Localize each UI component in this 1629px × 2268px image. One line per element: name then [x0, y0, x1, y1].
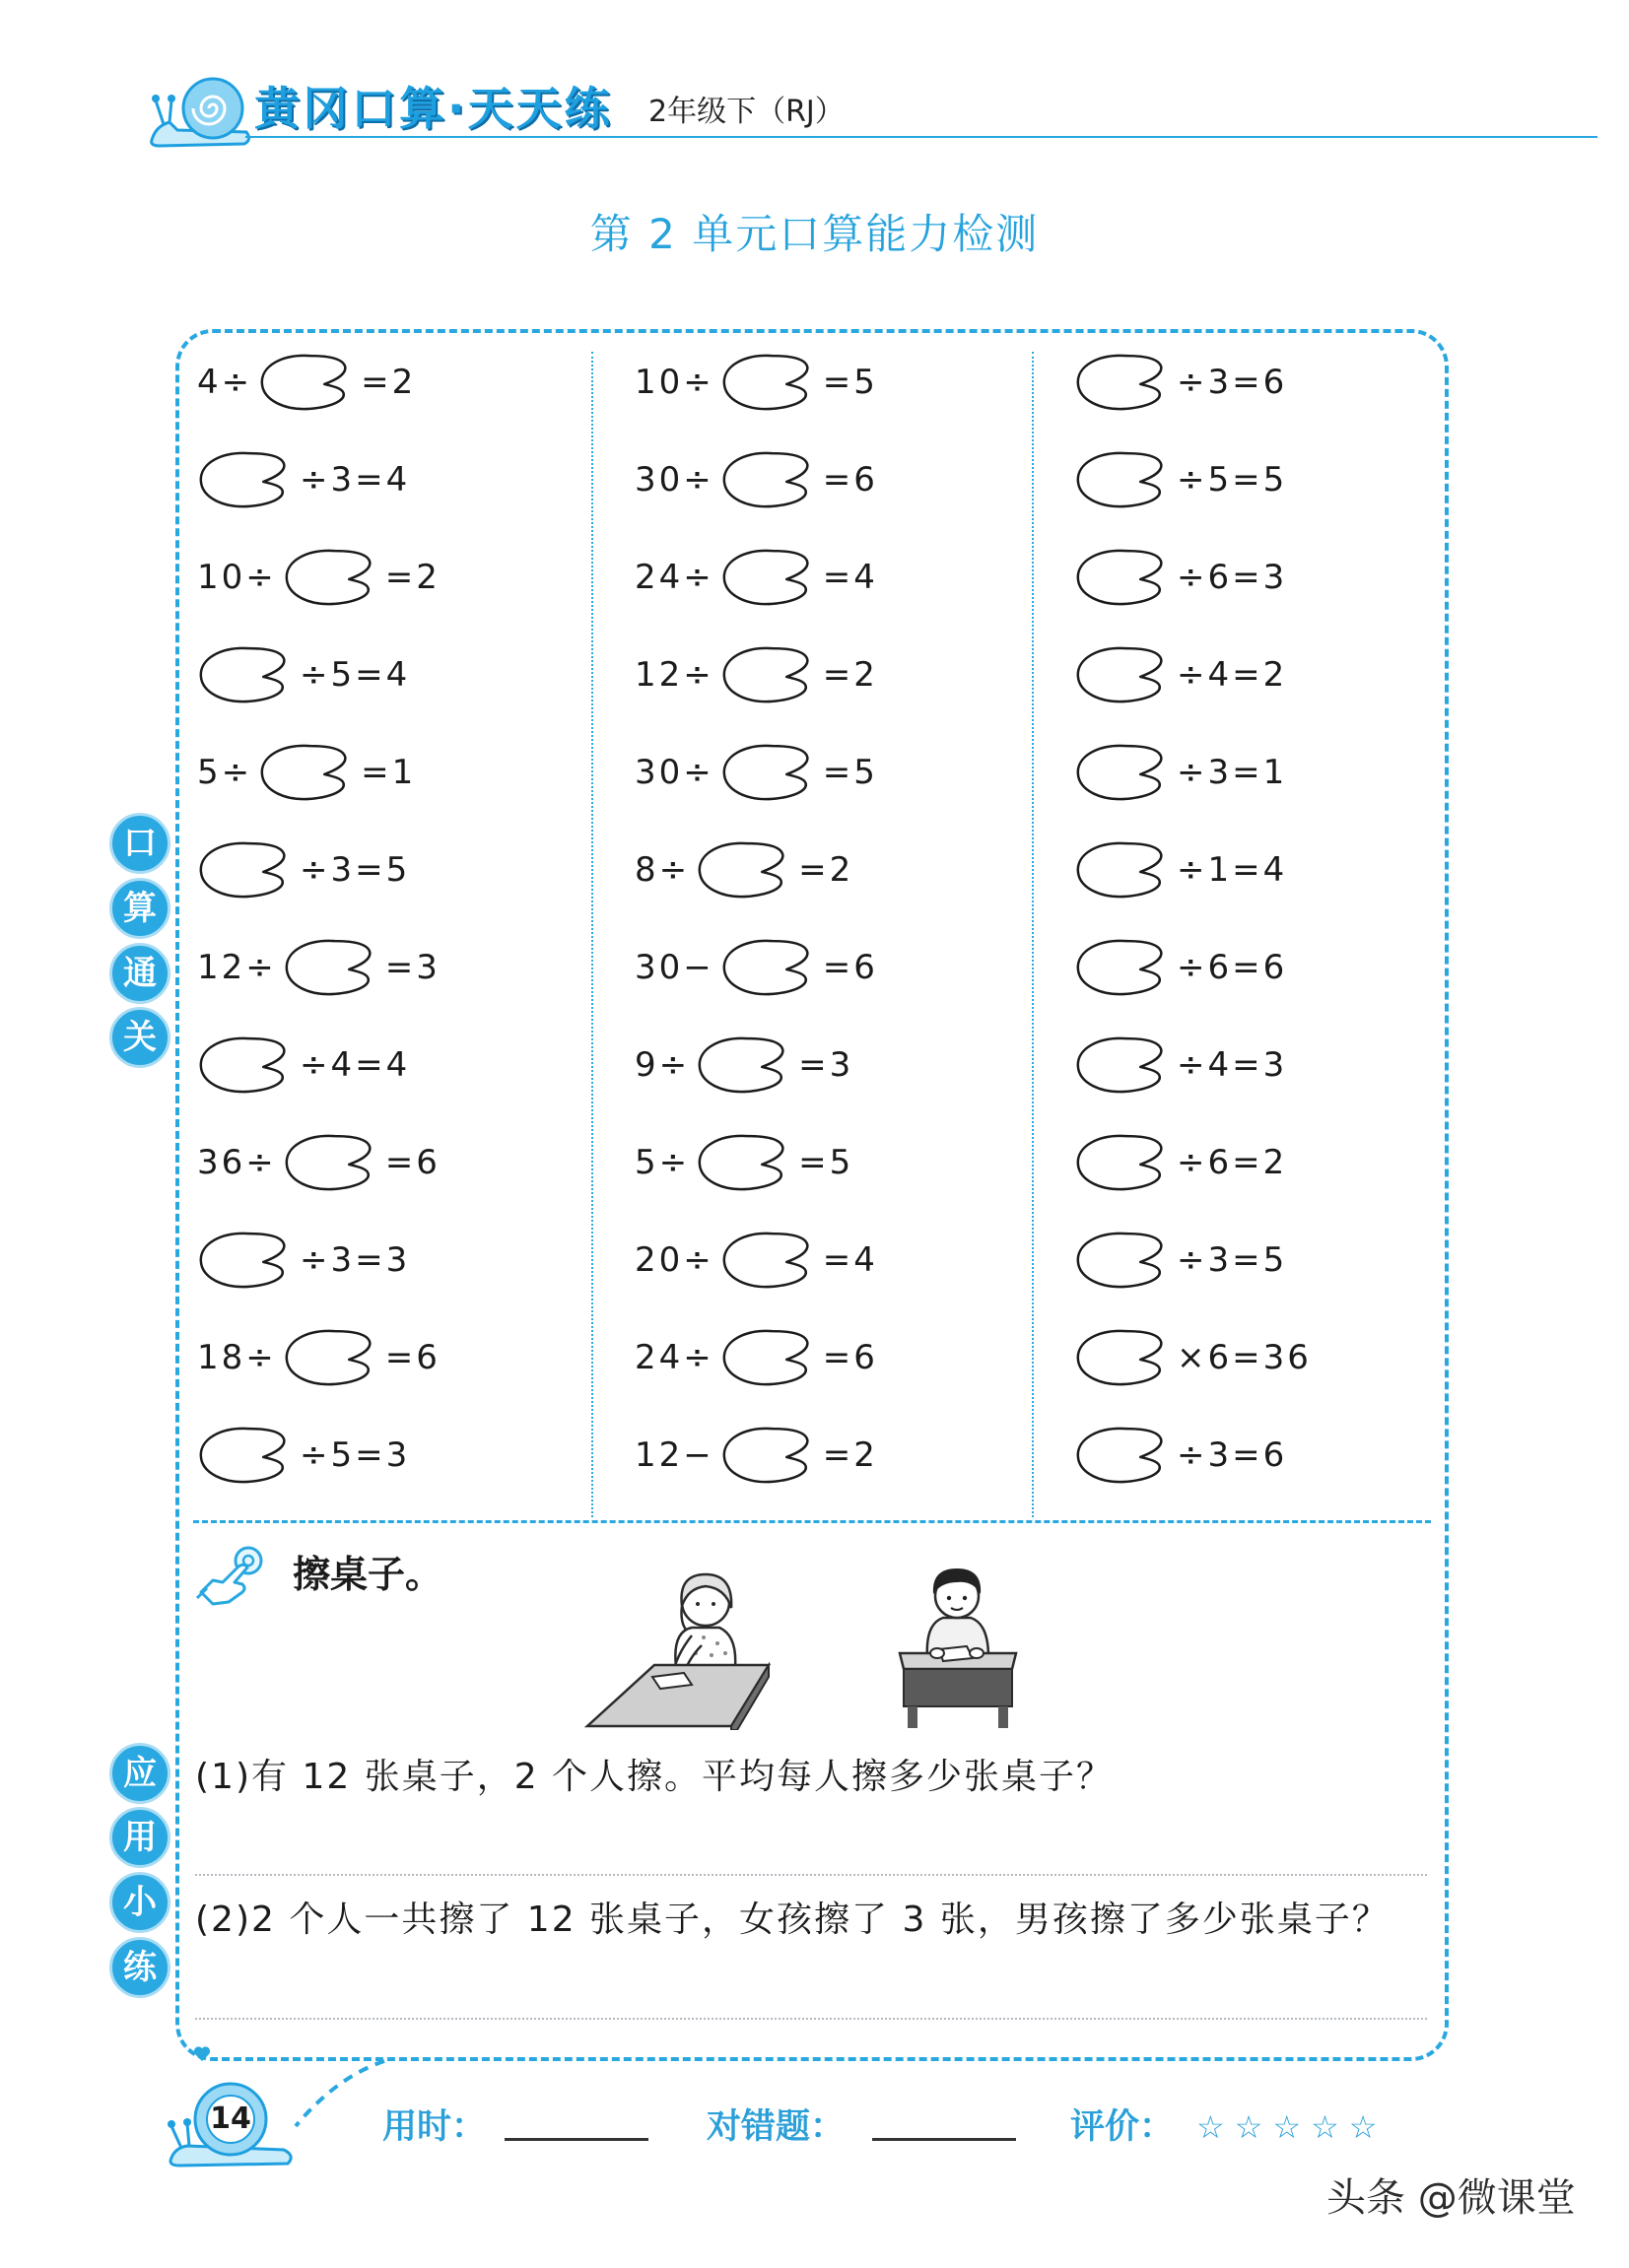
- boy-desk: [900, 1646, 1016, 1728]
- equation-row: [635, 333, 1029, 431]
- equation-row: [635, 821, 1029, 918]
- column-divider: [1032, 352, 1034, 1517]
- equation-left-part: 5÷: [197, 752, 253, 792]
- lily-pad-blank-icon[interactable]: [720, 741, 815, 804]
- word-problem-heading: 擦桌子。: [293, 1553, 443, 1596]
- equation-row: [1074, 918, 1468, 1016]
- lily-pad-blank-icon[interactable]: [1074, 643, 1169, 706]
- equation-row: [1074, 821, 1468, 918]
- equation-left-part: 8÷: [635, 849, 691, 890]
- side-badge-applied-2: 用: [109, 1807, 170, 1868]
- lily-pad-blank-icon[interactable]: [1074, 1131, 1169, 1194]
- page-title: 第 2 单元口算能力检测: [589, 210, 1040, 258]
- lily-pad-blank-icon[interactable]: [283, 1326, 377, 1389]
- equation-right-part: ÷6=2: [1177, 1142, 1288, 1182]
- equation-row: [197, 918, 591, 1016]
- equation-left-part: 30−: [635, 947, 714, 987]
- side-badge-applied-3: 小: [109, 1872, 170, 1933]
- equation-left-part: 30÷: [635, 459, 714, 500]
- equation-left-part: 30÷: [635, 752, 714, 792]
- boy-wiping-desk-illustration: [892, 1559, 1024, 1730]
- equation-right-part: =4: [822, 1239, 878, 1280]
- side-badge-applied-4: 练: [109, 1937, 170, 1998]
- equation-right-part: =1: [361, 752, 417, 792]
- page-number: 14: [210, 2101, 251, 2136]
- lily-pad-blank-icon[interactable]: [258, 741, 353, 804]
- lily-pad-blank-icon[interactable]: [1074, 838, 1169, 901]
- equation-row: [197, 1308, 591, 1406]
- lily-pad-blank-icon[interactable]: [720, 546, 815, 609]
- equation-row: [197, 528, 591, 626]
- equation-row: [635, 1211, 1029, 1308]
- equation-right-part: ÷5=5: [1177, 459, 1288, 500]
- girl-figure: [672, 1574, 735, 1679]
- equation-right-part: ÷4=3: [1177, 1044, 1288, 1085]
- equation-right-part: ÷3=6: [1177, 1434, 1288, 1475]
- equation-left-part: 12−: [635, 1434, 714, 1475]
- equation-row: [635, 723, 1029, 821]
- answer-line-1[interactable]: [195, 1874, 1427, 1876]
- equation-row: [635, 626, 1029, 723]
- equation-right-part: ÷1=4: [1177, 849, 1288, 890]
- equation-row: [635, 1406, 1029, 1503]
- equation-row: [635, 918, 1029, 1016]
- snail-logo-icon: [148, 71, 254, 150]
- equation-right-part: ÷3=1: [1177, 752, 1288, 792]
- equation-left-part: 24÷: [635, 1337, 714, 1377]
- lily-pad-blank-icon[interactable]: [283, 1131, 377, 1194]
- equation-row: [197, 333, 591, 431]
- equation-row: [197, 1016, 591, 1113]
- lily-pad-blank-icon[interactable]: [1074, 448, 1169, 511]
- lily-pad-blank-icon[interactable]: [720, 643, 815, 706]
- rating-stars[interactable]: ☆☆☆☆☆: [1196, 2108, 1388, 2146]
- equation-row: [1074, 1406, 1468, 1503]
- equation-right-part: ÷6=6: [1177, 947, 1288, 987]
- side-badge-oral-4: 关: [109, 1007, 170, 1068]
- lily-pad-blank-icon[interactable]: [720, 1424, 815, 1487]
- equation-right-part: =2: [361, 362, 417, 402]
- lily-pad-blank-icon[interactable]: [283, 936, 377, 999]
- lily-pad-blank-icon[interactable]: [1074, 936, 1169, 999]
- lily-pad-blank-icon[interactable]: [696, 838, 790, 901]
- lily-pad-blank-icon[interactable]: [1074, 1034, 1169, 1097]
- equation-row: [635, 1308, 1029, 1406]
- rating-label: 评价：: [1070, 2107, 1175, 2147]
- lily-pad-blank-icon[interactable]: [258, 351, 353, 414]
- equation-row: [1074, 1016, 1468, 1113]
- equation-right-part: =6: [822, 947, 878, 987]
- equation-left-part: 18÷: [197, 1337, 277, 1377]
- equation-right-part: ÷6=3: [1177, 557, 1288, 597]
- lily-pad-blank-icon[interactable]: [696, 1131, 790, 1194]
- equation-row: [1074, 626, 1468, 723]
- time-fill-line[interactable]: [505, 2138, 648, 2141]
- series-title: 黄冈口算·天天练: [254, 82, 613, 135]
- lily-pad-blank-icon[interactable]: [1074, 1229, 1169, 1292]
- equation-right-part: =2: [798, 849, 854, 890]
- equation-row: [635, 528, 1029, 626]
- lily-pad-blank-icon[interactable]: [1074, 741, 1169, 804]
- equation-row: [1074, 333, 1468, 431]
- equation-right-part: =2: [822, 654, 878, 695]
- equation-right-part: ÷4=4: [300, 1044, 411, 1085]
- time-label: 用时：: [382, 2107, 487, 2147]
- equation-row: [1074, 1113, 1468, 1211]
- equation-right-part: =2: [822, 1434, 878, 1475]
- equation-left-part: 5÷: [635, 1142, 691, 1182]
- equation-right-part: ÷5=4: [300, 654, 411, 695]
- lily-pad-blank-icon[interactable]: [1074, 546, 1169, 609]
- equation-right-part: ×6=36: [1177, 1337, 1312, 1377]
- equation-row: [197, 723, 591, 821]
- grade-label: 2年级下（RJ）: [648, 95, 845, 129]
- section-divider: [193, 1520, 1431, 1523]
- lily-pad-blank-icon[interactable]: [1074, 351, 1169, 414]
- lily-pad-blank-icon[interactable]: [197, 1424, 292, 1487]
- equation-right-part: =5: [798, 1142, 854, 1182]
- side-badge-oral-2: 算: [109, 878, 170, 939]
- equation-column-1: [197, 333, 591, 1503]
- equation-left-part: 36÷: [197, 1142, 277, 1182]
- equation-row: [197, 1406, 591, 1503]
- equation-right-part: =6: [384, 1142, 441, 1182]
- equation-right-part: ÷3=4: [300, 459, 411, 500]
- errors-fill-line[interactable]: [872, 2138, 1016, 2141]
- pointing-hand-icon: [193, 1543, 268, 1608]
- header-divider: [245, 136, 1597, 138]
- equation-row: [1074, 1308, 1468, 1406]
- errors-label: 对错题：: [707, 2107, 846, 2147]
- equation-row: [197, 1211, 591, 1308]
- equation-row: [197, 626, 591, 723]
- equation-right-part: =5: [822, 752, 878, 792]
- equation-right-part: =2: [384, 557, 441, 597]
- equation-left-part: 10÷: [197, 557, 277, 597]
- equation-left-part: 20÷: [635, 1239, 714, 1280]
- lily-pad-blank-icon[interactable]: [1074, 1424, 1169, 1487]
- lily-pad-blank-icon[interactable]: [197, 1034, 292, 1097]
- lily-pad-blank-icon[interactable]: [720, 448, 815, 511]
- equation-right-part: =5: [822, 362, 878, 402]
- lily-pad-blank-icon[interactable]: [197, 643, 292, 706]
- side-badge-applied-1: 应: [109, 1743, 170, 1804]
- equation-row: [197, 821, 591, 918]
- equation-right-part: ÷3=5: [300, 849, 411, 890]
- watermark: 头条 @微课堂: [1326, 2175, 1576, 2221]
- girl-desk: [587, 1665, 769, 1730]
- equation-right-part: =4: [822, 557, 878, 597]
- equation-row: [635, 1113, 1029, 1211]
- equation-row: [1074, 528, 1468, 626]
- equation-left-part: 12÷: [197, 947, 277, 987]
- boy-figure: [927, 1568, 988, 1657]
- lily-pad-blank-icon[interactable]: [1074, 1326, 1169, 1389]
- equation-column-3: [1074, 333, 1468, 1503]
- lily-pad-blank-icon[interactable]: [696, 1034, 790, 1097]
- girl-wiping-desk-illustration: [581, 1567, 771, 1730]
- equation-row: [197, 431, 591, 528]
- equation-right-part: =6: [822, 1337, 878, 1377]
- equation-row: [1074, 723, 1468, 821]
- equation-row: [1074, 431, 1468, 528]
- equation-row: [635, 1016, 1029, 1113]
- equation-right-part: =3: [384, 947, 441, 987]
- equation-right-part: ÷3=5: [1177, 1239, 1288, 1280]
- heart-decoration-icon: [194, 2046, 210, 2061]
- equation-left-part: 12÷: [635, 654, 714, 695]
- equation-right-part: =6: [384, 1337, 441, 1377]
- equation-left-part: 10÷: [635, 362, 714, 402]
- lily-pad-blank-icon[interactable]: [720, 351, 815, 414]
- lily-pad-blank-icon[interactable]: [197, 1229, 292, 1292]
- lily-pad-blank-icon[interactable]: [720, 936, 815, 999]
- equation-right-part: ÷3=6: [1177, 362, 1288, 402]
- lily-pad-blank-icon[interactable]: [197, 838, 292, 901]
- equation-left-part: 9÷: [635, 1044, 691, 1085]
- lily-pad-blank-icon[interactable]: [197, 448, 292, 511]
- equation-right-part: ÷4=2: [1177, 654, 1288, 695]
- question-1: (1)有 12 张桌子，2 个人擦。平均每人擦多少张桌子？: [195, 1757, 1115, 1797]
- question-2: (2)2 个人一共擦了 12 张桌子，女孩擦了 3 张，男孩擦了多少张桌子？: [195, 1900, 1390, 1940]
- equation-left-part: 24÷: [635, 557, 714, 597]
- side-badge-oral-1: 口: [109, 813, 170, 874]
- equation-row: [197, 1113, 591, 1211]
- equation-right-part: ÷5=3: [300, 1434, 411, 1475]
- equation-right-part: ÷3=3: [300, 1239, 411, 1280]
- equation-left-part: 4÷: [197, 362, 253, 402]
- lily-pad-blank-icon[interactable]: [720, 1229, 815, 1292]
- equation-right-part: =6: [822, 459, 878, 500]
- equation-column-2: [635, 333, 1029, 1503]
- lily-pad-blank-icon[interactable]: [283, 546, 377, 609]
- equation-row: [635, 431, 1029, 528]
- lily-pad-blank-icon[interactable]: [720, 1326, 815, 1389]
- equation-row: [1074, 1211, 1468, 1308]
- equation-right-part: =3: [798, 1044, 854, 1085]
- column-divider: [591, 352, 593, 1517]
- side-badge-oral-3: 通: [109, 943, 170, 1004]
